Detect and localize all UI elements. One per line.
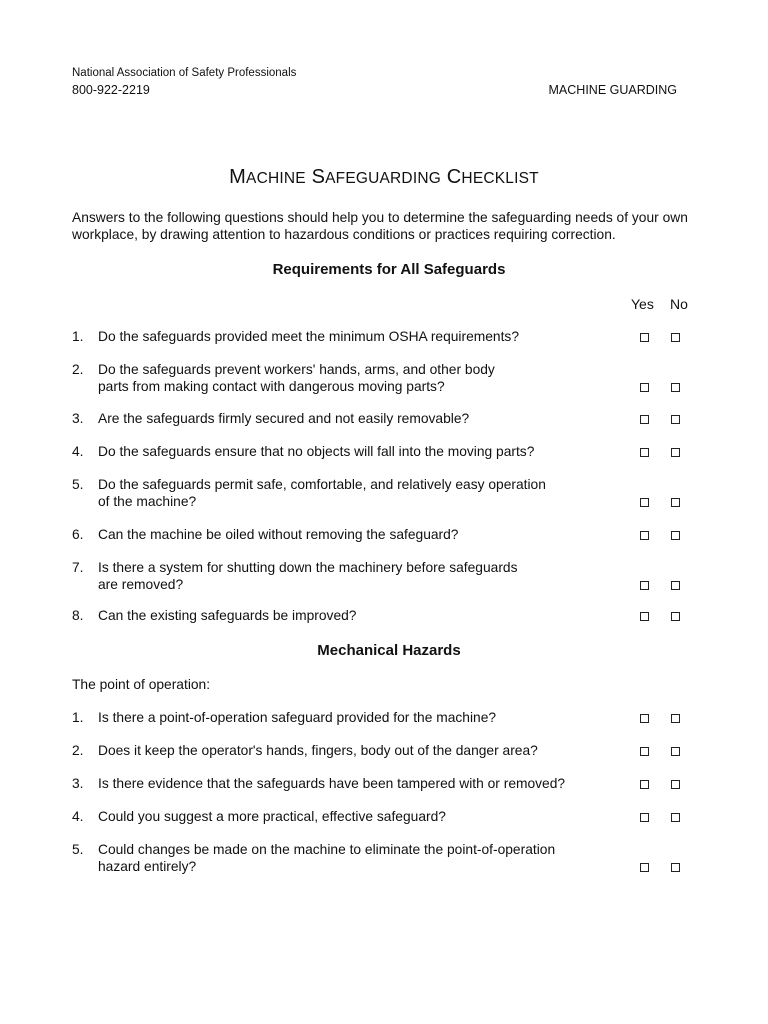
item-question-line1: Does it keep the operator's hands, fingers, body out of the danger area?	[98, 743, 538, 758]
item-question-line1: Do the safeguards provided meet the minimum OSHA requirements?	[98, 329, 520, 344]
title-cap-2: S	[311, 166, 326, 188]
no-checkbox[interactable]	[671, 415, 680, 424]
item-number: 2.	[72, 362, 84, 377]
no-checkbox[interactable]	[671, 333, 680, 342]
no-checkbox[interactable]	[671, 780, 680, 789]
no-checkbox[interactable]	[671, 863, 680, 872]
item-number: 4.	[72, 809, 84, 824]
no-checkbox[interactable]	[671, 531, 680, 540]
yes-checkbox[interactable]	[640, 383, 649, 392]
item-question	[98, 709, 618, 726]
item-question-line2: parts from making contact with dangerous moving parts?	[98, 379, 445, 394]
item-question	[98, 808, 618, 825]
item-number: 5.	[72, 477, 84, 492]
page-title	[0, 166, 768, 189]
item-question	[98, 443, 618, 460]
section-tag: MACHINE GUARDING	[548, 83, 677, 97]
phone-number: 800-922-2219	[72, 83, 150, 97]
item-question-line2: are removed?	[98, 577, 184, 592]
title-cap-1: M	[229, 166, 247, 188]
section-note: The point of operation:	[72, 677, 211, 692]
yes-checkbox[interactable]	[640, 498, 649, 507]
item-question	[98, 361, 618, 395]
title-rest-2: AFEGUARDING	[325, 170, 441, 187]
item-question-line1: Is there evidence that the safeguards have been tampered with or removed?	[98, 776, 566, 791]
item-question	[98, 559, 618, 593]
item-number: 5.	[72, 842, 84, 857]
item-question	[98, 410, 618, 427]
title-rest-3: HECKLIST	[461, 170, 539, 187]
no-checkbox[interactable]	[671, 747, 680, 756]
item-number: 3.	[72, 411, 84, 426]
yes-checkbox[interactable]	[640, 863, 649, 872]
item-question-line1: Can the machine be oiled without removing the safeguard?	[98, 527, 459, 542]
no-checkbox[interactable]	[671, 448, 680, 457]
organization-name: National Association of Safety Professionals	[72, 67, 297, 79]
no-checkbox[interactable]	[671, 612, 680, 621]
item-number: 8.	[72, 608, 84, 623]
no-checkbox[interactable]	[671, 498, 680, 507]
item-question-line1: Are the safeguards firmly secured and not easily removable?	[98, 411, 470, 426]
yes-checkbox[interactable]	[640, 612, 649, 621]
item-question	[98, 607, 618, 624]
yes-checkbox[interactable]	[640, 780, 649, 789]
item-question-line1: Do the safeguards permit safe, comfortable, and relatively easy operation	[98, 477, 546, 492]
yes-checkbox[interactable]	[640, 714, 649, 723]
item-number: 1.	[72, 329, 84, 344]
yes-column-header: Yes	[631, 296, 654, 312]
item-question-line1: Is there a point-of-operation safeguard provided for the machine?	[98, 710, 497, 725]
section-heading-requirements: Requirements for All Safeguards	[272, 261, 506, 278]
item-question	[98, 775, 618, 792]
intro-paragraph: Answers to the following questions should help you to determine the safeguarding needs of your own workplace, by drawing attention to hazardous conditions or practices requiring correction.	[72, 210, 688, 242]
item-question-line2: hazard entirely?	[98, 859, 197, 874]
item-question	[98, 742, 618, 759]
no-checkbox[interactable]	[671, 714, 680, 723]
no-checkbox[interactable]	[671, 581, 680, 590]
yes-checkbox[interactable]	[640, 747, 649, 756]
item-question-line1: Could you suggest a more practical, effective safeguard?	[98, 809, 446, 824]
yes-checkbox[interactable]	[640, 581, 649, 590]
section-heading-mechanical: Mechanical Hazards	[317, 642, 461, 659]
item-question	[98, 526, 618, 543]
item-question-line2: of the machine?	[98, 494, 197, 509]
item-number: 4.	[72, 444, 84, 459]
no-column-header: No	[670, 296, 688, 312]
item-number: 3.	[72, 776, 84, 791]
item-question	[98, 328, 618, 345]
item-question	[98, 841, 618, 875]
yes-checkbox[interactable]	[640, 415, 649, 424]
item-question-line1: Is there a system for shutting down the machinery before safeguards	[98, 560, 518, 575]
yes-checkbox[interactable]	[640, 448, 649, 457]
title-rest-1: ACHINE	[246, 170, 306, 187]
item-number: 1.	[72, 710, 84, 725]
yes-checkbox[interactable]	[640, 813, 649, 822]
item-number: 6.	[72, 527, 84, 542]
item-number: 2.	[72, 743, 84, 758]
title-cap-3: C	[446, 166, 462, 188]
no-checkbox[interactable]	[671, 383, 680, 392]
item-question-line1: Can the existing safeguards be improved?	[98, 608, 357, 623]
item-question-line1: Do the safeguards ensure that no objects will fall into the moving parts?	[98, 444, 535, 459]
item-question-line1: Do the safeguards prevent workers' hands, arms, and other body	[98, 362, 495, 377]
item-question	[98, 476, 618, 510]
yes-checkbox[interactable]	[640, 531, 649, 540]
yes-checkbox[interactable]	[640, 333, 649, 342]
item-question-line1: Could changes be made on the machine to eliminate the point-of-operation	[98, 842, 556, 857]
no-checkbox[interactable]	[671, 813, 680, 822]
item-number: 7.	[72, 560, 84, 575]
